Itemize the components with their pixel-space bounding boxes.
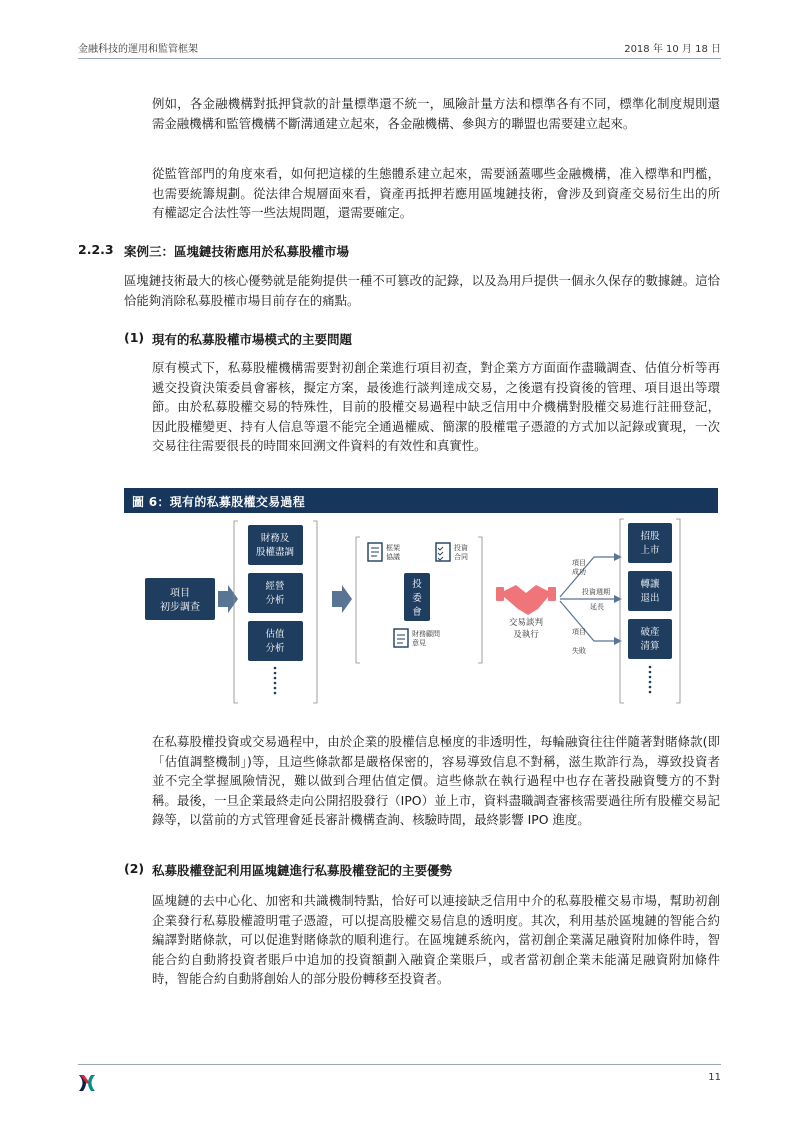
exit-box-bankruptcy — [628, 619, 672, 659]
analysis-box-2 — [248, 573, 303, 613]
paragraph-regulation: 從監管部門的角度來看，如何把這樣的生態體系建立起來，需要涵蓋哪些金融機構，准入標準和門檻，也需要統籌規劃。從法律合規層面來看，資產再抵押若應用區塊鏈技術，會涉及到資產交易衍生出的所有權認定合法性等一些法規問題，還需要確定。 — [152, 166, 720, 221]
branch-success-line-1: 項目 — [572, 559, 586, 567]
left-bracket — [234, 521, 238, 703]
analysis-3-line-1: 估值 — [265, 629, 285, 640]
deal-line-2: 及執行 — [513, 630, 539, 640]
committee-char-3: 會 — [412, 607, 422, 618]
exit-ipo-line-1: 招股 — [640, 531, 660, 542]
exit-bankruptcy-line-2: 清算 — [640, 641, 660, 652]
analysis-3-line-2: 分析 — [265, 643, 285, 654]
framework-line-2: 協議 — [386, 553, 400, 561]
advisor-line-1: 財務顧問 — [412, 630, 440, 638]
footer-divider — [78, 1064, 721, 1065]
analysis-2-line-2: 分析 — [265, 595, 285, 606]
subsection-1-number: (1) — [124, 330, 145, 345]
exit-transfer-line-2: 退出 — [640, 593, 660, 604]
figure-private-equity-process — [124, 513, 718, 720]
framework-line-1: 框架 — [386, 544, 400, 552]
branch-fail-line-2: 失敗 — [572, 647, 586, 655]
start-line-1: 項目 — [170, 588, 190, 599]
contract-line-2: 合同 — [454, 553, 468, 561]
exit-bankruptcy-line-1: 破產 — [640, 627, 660, 638]
subsection-2-title: 私募股權登記利用區塊鏈進行私募股權登記的主要優勢 — [152, 863, 453, 878]
exit-transfer-line-1: 轉讓 — [640, 579, 660, 590]
document-icon-advisor — [394, 629, 408, 647]
checklist-icon-contract — [436, 543, 450, 561]
hkex-x-logo — [77, 1073, 97, 1097]
branch-delay-line-1: 投資週期 — [582, 588, 610, 596]
start-line-2: 初步調查 — [160, 602, 200, 613]
analysis-1-line-2: 股權盡調 — [255, 547, 295, 558]
deal-line-1: 交易談判 — [508, 618, 544, 628]
exit-box-transfer — [628, 571, 672, 611]
section-intro: 區塊鏈技術最大的核心優勢就是能夠提供一種不可篡改的記錄，以及為用戶提供一個永久保存的數據鏈。這恰恰能夠消除私募股權市場目前存在的痛點。 — [124, 273, 720, 308]
contract-line-1: 投資 — [454, 544, 468, 552]
analysis-box-1 — [248, 525, 303, 565]
start-box — [145, 578, 215, 620]
figure-caption: 圖 6：現有的私募股權交易過程 — [124, 488, 718, 513]
arrow-to-committee — [332, 585, 352, 613]
branch-arrowhead-fail — [614, 637, 622, 645]
arrow-to-analysis — [218, 585, 238, 613]
subsection-1-title: 現有的私募股權市場模式的主要問題 — [152, 332, 353, 347]
analysis-2-line-1: 經營 — [265, 581, 285, 592]
branch-arrowhead-success — [614, 553, 622, 561]
after-figure-paragraph: 在私募股權投資或交易過程中，由於企業的股權信息極度的非透明性，每輪融資往往伴隨著對賭條款(即「估值調整機制」)等，且這些條款都是嚴格保密的，容易導致信息不對稱，滋生欺詐行為，導致投資者並不完全掌握風險情況，難以做到合理估值定價。這些條款在執行過程中也存在著投融資雙方的不對稱。最後，一旦企業最終走向公開招股發行（IPO）並上市，資料盡職調查審核需要過往所有股權交易記錄等，以當前的方式管理會延長審計機構查詢、核驗時間，最終影響 IPO 進度。 — [152, 734, 720, 828]
paragraph-standardization: 例如，各金融機構對抵押貸款的計量標準還不統一，風險計量方法和標準各有不同，標準化制度規則還需金融機構和監管機構不斷溝通建立起來，各金融機構、參與方的聯盟也需要建立起來。 — [152, 96, 720, 131]
running-header-date: 2018 年 10 月 18 日 — [624, 44, 721, 55]
branch-success-line-2: 成功 — [572, 568, 586, 576]
branch-arrowhead-delay — [614, 595, 622, 603]
document-icon-framework — [368, 543, 382, 561]
section-title: 案例三：區塊鏈技術應用於私募股權市場 — [124, 244, 350, 259]
branch-delay-line-2: 延長 — [590, 603, 604, 611]
analysis-1-line-1: 財務及 — [260, 533, 290, 544]
committee-char-1: 投 — [412, 579, 422, 590]
exit-box-ipo — [628, 523, 672, 563]
subsection-1-body: 原有模式下，私募股權機構需要對初創企業進行項目初查，對企業方方面面作盡職調查、估值分析等再遞交投資決策委員會審核，擬定方案，最後進行談判達成交易，之後還有投資後的管理、項目退出等環節。由於私募股權交易的特殊性，目前的股權交易過程中缺乏信用中介機構對股權交易進行註冊登記，因此股權變更、持有人信息等還不能完全通過權威、簡潔的股權電子憑證的方式加以記錄或實現，一次交易往往需要很長的時間來回溯文件資料的有效性和真實性。 — [152, 360, 720, 454]
analysis-box-3 — [248, 621, 303, 661]
header-divider — [78, 58, 721, 59]
right-bracket — [313, 521, 317, 703]
handshake-icon — [496, 585, 556, 615]
exit-continuation-dots — [649, 666, 652, 694]
section-number: 2.2.3 — [78, 242, 114, 257]
branch-fail-line-1: 項目 — [572, 628, 586, 636]
subsection-2-number: (2) — [124, 861, 145, 876]
exit-ipo-line-2: 上市 — [640, 545, 660, 556]
analysis-continuation-dots — [274, 667, 277, 695]
subsection-2-body: 區塊鏈的去中心化、加密和共識機制特點，恰好可以連接缺乏信用中介的私募股權交易市場，幫助初創企業發行私募股權證明電子憑證，可以提高股權交易信息的透明度。其次，利用基於區塊鏈的智能合約編譯對賭條款，可以促進對賭條款的順利進行。在區塊鏈系統內，當初創企業滿足融資附加條件時，智能合約自動將投資者賬戶中追加的投資額劃入融資企業賬戶，或者當初創企業未能滿足融資附加條件時，智能合約自動將創始人的部分股份轉移至投資者。 — [152, 893, 720, 987]
committee-char-2: 委 — [412, 593, 422, 604]
running-header-title: 金融科技的運用和監管框架 — [78, 44, 198, 55]
advisor-line-2: 意見 — [412, 639, 426, 647]
page-number: 11 — [708, 1072, 721, 1083]
branch-line-fail — [560, 601, 616, 641]
